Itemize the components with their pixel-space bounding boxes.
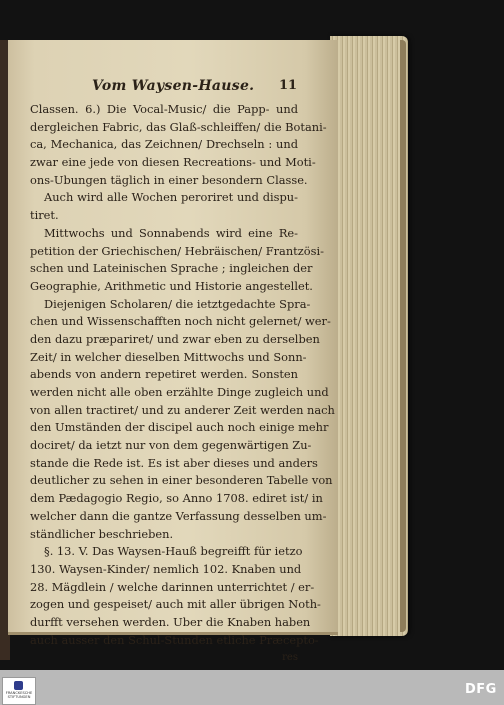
text-line: zwar eine jede von diesen Recreations- und Moti-	[30, 155, 316, 170]
text-line: abends von andern repetiret werden. Sonsten	[30, 367, 298, 382]
text-line: auch ausser den Schul-Stunden etliche Præcepto-	[30, 632, 319, 647]
text-line: dociret/ da ietzt nur von dem gegenwärtigen Zu-	[30, 438, 312, 453]
text-line: res	[282, 652, 298, 664]
page-text	[30, 101, 335, 667]
logo-icon	[14, 681, 23, 690]
text-line: Zeit/ in welcher dieselben Mittwochs und Sonn-	[30, 349, 307, 364]
text-line: 130. Waysen-Kinder/ nemlich 102. Knaben und	[30, 561, 302, 576]
text-line: Auch wird alle Wochen peroriret und dispu-	[44, 190, 298, 205]
text-line: 28. Mägdlein / welche darinnen unterrichtet / er-	[30, 579, 315, 594]
text-line: tiret.	[30, 208, 59, 223]
text-line: durfft versehen werden. Uber die Knaben haben	[30, 614, 311, 629]
text-line: welcher dann die gantze Verfassung desselben um-	[30, 508, 327, 523]
text-line: dem Pædagogio Regio, so Anno 1708. ediret ist/ in	[30, 491, 323, 506]
page-number: 11	[279, 78, 298, 93]
text-line: Mittwochs und Sonnabends wird eine Re-	[44, 225, 298, 240]
text-line: §. 13. V. Das Waysen-Hauß begreifft für ietzo	[44, 544, 303, 559]
book-page	[8, 40, 338, 664]
text-line: stande die Rede ist. Es ist aber dieses und anders	[30, 455, 318, 470]
text-line: Geographie, Arithmetic und Historie angestellet.	[30, 278, 313, 293]
text-line: ständlicher beschrieben.	[30, 526, 174, 541]
book-page-edges	[330, 36, 408, 636]
text-line: Diejenigen Scholaren/ die ietztgedachte Spra-	[44, 296, 311, 311]
logo-text: FRANCKESCHE STIFTUNGEN	[5, 691, 33, 700]
dfg-logo[interactable]: DFG	[465, 682, 497, 697]
text-line: schen und Lateinischen Sprache ; ingleichen der	[30, 261, 313, 276]
text-line: ons-Ubungen täglich in einer besondern Classe.	[30, 172, 308, 187]
text-line: deutlicher zu sehen in einer besonderen Tabelle von	[30, 473, 333, 488]
text-line: Classen. 6.) Die Vocal-Music/ die Papp- und	[30, 102, 298, 116]
book-cover-right	[400, 40, 406, 632]
text-line: petition der Griechischen/ Hebräischen/ Frantzösi-	[30, 243, 324, 258]
text-line: ca, Mechanica, das Zeichnen/ Drechseln : und	[30, 137, 298, 152]
text-line: von allen tractiret/ und zu anderer Zeit werden nach	[30, 402, 335, 417]
text-line: zogen und gespeiset/ auch mit aller übrigen Noth-	[30, 597, 321, 612]
text-line: den dazu præpariret/ und zwar eben zu derselben	[30, 331, 320, 346]
text-line: werden nicht alle oben erzählte Dinge zugleich und	[30, 385, 329, 399]
text-line: dergleichen Fabric, das Glaß-schleiffen/ die Botani-	[30, 119, 327, 134]
running-head: Vom Waysen-Hause.	[92, 78, 255, 94]
text-line: chen und Wissenschafften noch nicht gelernet/ wer-	[30, 314, 331, 329]
franckesche-stiftungen-logo[interactable]	[2, 677, 36, 705]
footer-bar	[0, 670, 504, 705]
text-line: den Umständen der discipel auch noch einige mehr	[30, 420, 329, 435]
